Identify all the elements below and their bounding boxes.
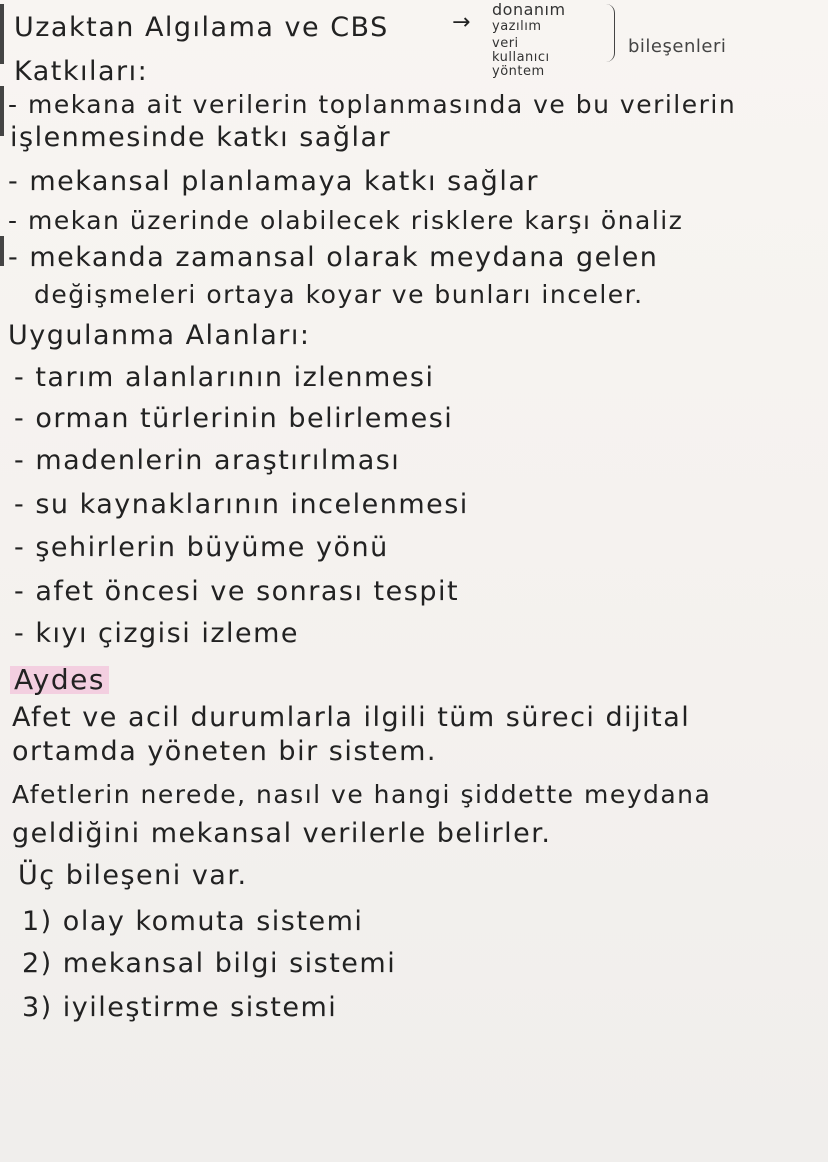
uygulama-item: - orman türlerinin belirlemesi xyxy=(14,403,454,434)
component-item: yazılım xyxy=(492,19,542,34)
aydes-line: Üç bileşeni var. xyxy=(18,860,248,891)
aydes-line: Afet ve acil durumlarla ilgili tüm süreci dijital xyxy=(12,702,691,733)
katkilari-item: - mekansal planlamaya katkı sağlar xyxy=(8,166,539,197)
margin-line xyxy=(0,236,4,266)
aydes-line: geldiğini mekansal verilerle belirler. xyxy=(12,818,552,849)
component-item: veri xyxy=(492,36,519,51)
katkilari-title: Katkıları: xyxy=(14,56,149,87)
katkilari-item: - mekana ait verilerin toplanmasında ve bu verilerin xyxy=(8,90,737,119)
uygulama-item: - şehirlerin büyüme yönü xyxy=(14,532,389,563)
aydes-title: Aydes xyxy=(10,666,109,694)
uygulama-item: - kıyı çizgisi izleme xyxy=(14,618,300,649)
components-label: bileşenleri xyxy=(628,36,727,57)
uygulama-item: - tarım alanlarının izlenmesi xyxy=(14,362,435,393)
uygulama-title: Uygulanma Alanları: xyxy=(8,320,311,351)
brace-icon xyxy=(606,4,615,62)
aydes-list-item: 2) mekansal bilgi sistemi xyxy=(22,948,397,979)
katkilari-item: - mekanda zamansal olarak meydana gelen xyxy=(8,242,659,273)
aydes-line: Afetlerin nerede, nasıl ve hangi şiddette meydana xyxy=(12,780,712,809)
margin-line xyxy=(0,86,4,136)
component-item: donanım xyxy=(492,0,566,19)
uygulama-item: - madenlerin araştırılması xyxy=(14,445,401,476)
heading-title: Uzaktan Algılama ve CBS xyxy=(14,12,389,43)
margin-line xyxy=(0,4,4,64)
aydes-list-item: 3) iyileştirme sistemi xyxy=(22,992,338,1023)
arrow-icon: → xyxy=(452,10,472,35)
katkilari-item: değişmeleri ortaya koyar ve bunları inceler. xyxy=(34,280,644,309)
aydes-list-item: 1) olay komuta sistemi xyxy=(22,906,364,937)
uygulama-item: - su kaynaklarının incelenmesi xyxy=(14,489,469,520)
aydes-line: ortamda yöneten bir sistem. xyxy=(12,736,437,767)
component-item: kullanıcı xyxy=(492,50,550,65)
katkilari-item: işlenmesinde katkı sağlar xyxy=(10,122,392,153)
uygulama-item: - afet öncesi ve sonrası tespit xyxy=(14,576,460,607)
component-item: yöntem xyxy=(492,64,545,79)
katkilari-item: - mekan üzerinde olabilecek risklere karşı önaliz xyxy=(8,206,684,235)
